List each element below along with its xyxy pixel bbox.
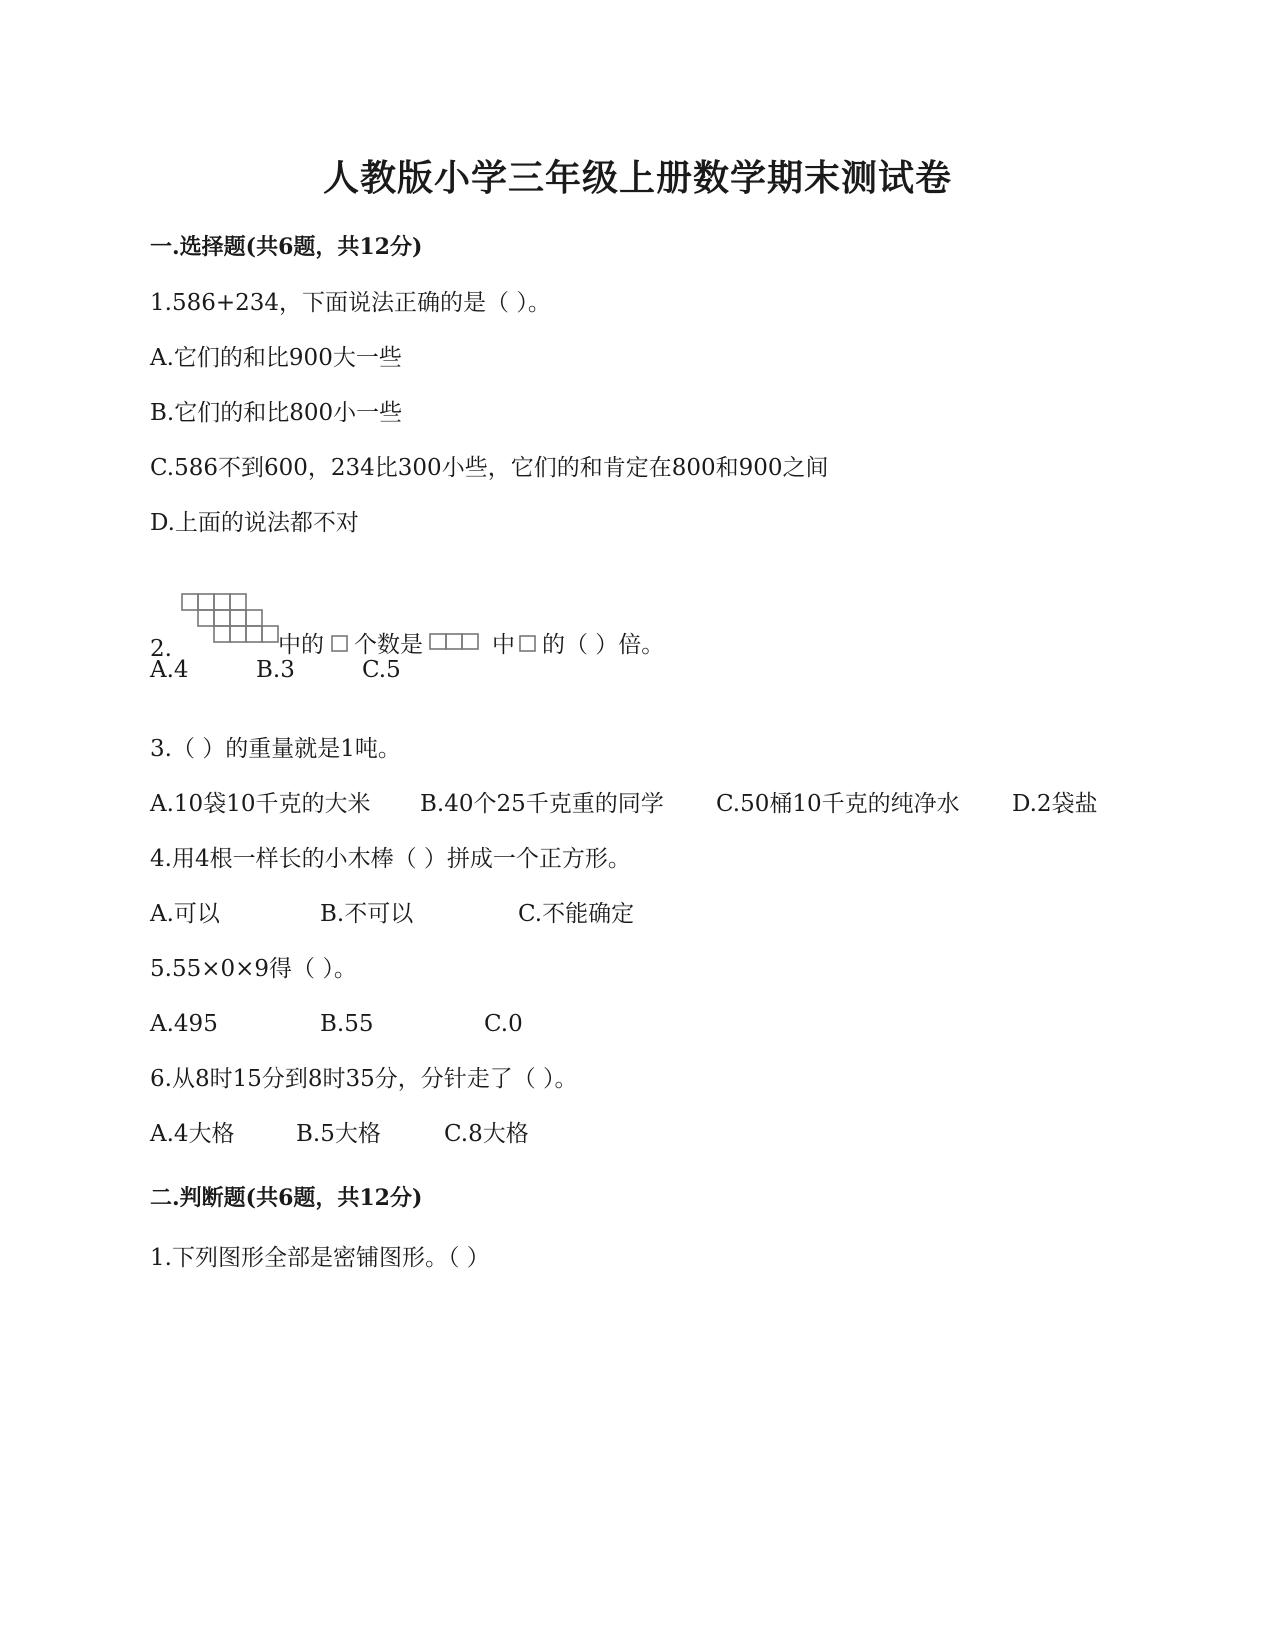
question-2-text-4: 的（ ）倍。	[542, 632, 665, 658]
question-6-option-b: B.5大格	[296, 1121, 381, 1147]
question-2-option-c: C.5	[362, 657, 401, 683]
section-heading-judgment: 二.判断题(共6题，共12分)	[150, 1185, 423, 1211]
question-4-option-a: A.可以	[150, 901, 220, 927]
page-title: 人教版小学三年级上册数学期末测试卷	[322, 157, 952, 199]
question-1-option-c: C.586不到600，234比300小些，它们的和肯定在800和900之间	[150, 455, 829, 481]
question-3-option-b: B.40个25千克重的同学	[420, 791, 664, 817]
small-square-icon	[330, 634, 350, 654]
question-4-option-b: B.不可以	[320, 901, 414, 927]
question-5-stem: 5.55×0×9得（ ）。	[150, 956, 357, 982]
question-3-option-a: A.10袋10千克的大米	[150, 791, 371, 817]
three-squares-icon	[428, 632, 482, 652]
question-5-option-c: C.0	[484, 1011, 523, 1037]
question-6-stem: 6.从8时15分到8时35分，分针走了（ ）。	[150, 1066, 578, 1092]
judgment-1-stem: 1.下列图形全部是密铺图形。（ ）	[150, 1245, 490, 1271]
question-3-option-d: D.2袋盐	[1012, 791, 1098, 817]
question-3-option-c: C.50桶10千克的纯净水	[716, 791, 960, 817]
square-grid-figure	[180, 592, 285, 654]
question-3-stem: 3.（ ）的重量就是1吨。	[150, 736, 401, 762]
question-1-option-b: B.它们的和比800小一些	[150, 400, 403, 426]
question-4-stem: 4.用4根一样长的小木棒（ ）拼成一个正方形。	[150, 846, 631, 872]
question-6-option-a: A.4大格	[150, 1121, 235, 1147]
question-2-text-1: 中的	[278, 632, 324, 658]
question-2-option-a: A.4	[150, 657, 189, 683]
question-1-option-d: D.上面的说法都不对	[150, 510, 359, 536]
question-2-text-3: 中	[492, 632, 515, 658]
question-1-stem: 1.586+234，下面说法正确的是（ ）。	[150, 290, 551, 316]
question-1-option-a: A.它们的和比900大一些	[150, 345, 402, 371]
question-6-option-c: C.8大格	[444, 1121, 529, 1147]
question-2-text-2: 个数是	[354, 632, 423, 658]
question-2-stem	[150, 592, 1050, 662]
question-2-number: 2.	[150, 636, 172, 662]
section-heading-choice: 一.选择题(共6题，共12分)	[150, 234, 423, 260]
question-4-option-c: C.不能确定	[518, 901, 635, 927]
small-square-icon	[518, 634, 538, 654]
question-5-option-a: A.495	[150, 1011, 218, 1037]
question-2-option-b: B.3	[256, 657, 295, 683]
question-5-option-b: B.55	[320, 1011, 374, 1037]
